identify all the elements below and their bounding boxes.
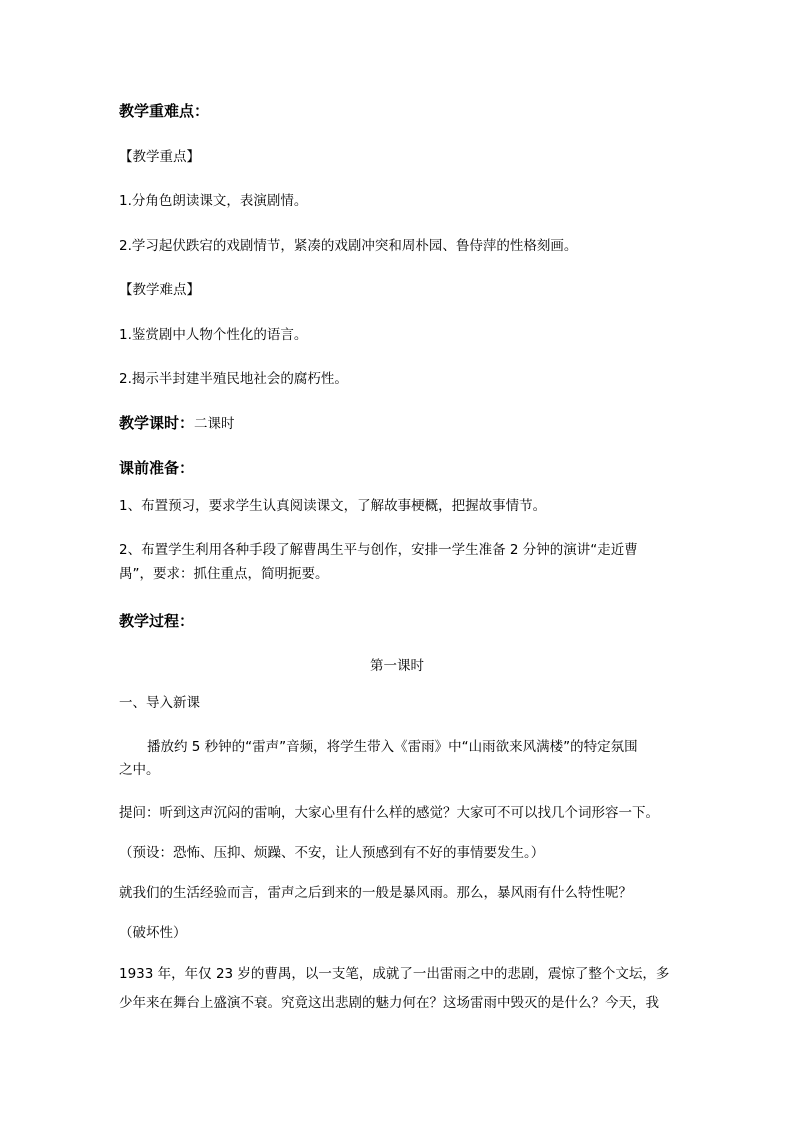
process-heading: 教学过程： — [119, 612, 195, 630]
storm-paragraph: 就我们的生活经验而言，雷声之后到来的一般是暴风雨。那么，暴风雨有什么特性呢？ — [119, 885, 632, 901]
part-1-title: 一、导入新课 — [119, 695, 200, 711]
difficult-point-item-1: 1.鉴赏剧中人物个性化的语言。 — [119, 327, 308, 343]
question-line: 提问：听到这声沉闷的雷响，大家心里有什么样的感觉？大家可不可以找几个词形容一下。 — [119, 805, 659, 821]
class-hours-value: 二课时 — [194, 416, 235, 432]
difficult-point-item-2: 2.揭示半封建半殖民地社会的腐朽性。 — [119, 371, 348, 387]
intro-paragraph-line-2: 之中。 — [119, 762, 160, 778]
key-points-label: 【教学重点】 — [119, 149, 200, 165]
class-hours-line — [119, 413, 679, 434]
preset-answer-line: （预设：恐怖、压抑、烦躁、不安，让人预感到有不好的事情要发生。） — [119, 845, 545, 861]
history-paragraph-line-1: 1933 年，年仅 23 岁的曹禺，以一支笔，成就了一出雷雨之中的悲剧，震惊了整个文坛，多 — [119, 966, 670, 982]
section-heading-key-difficult: 教学重难点： — [119, 102, 210, 120]
preparation-item-2-line-2: 禺”，要求：抓住重点，简明扼要。 — [119, 566, 329, 582]
key-point-item-1: 1.分角色朗读课文，表演剧情。 — [119, 193, 308, 209]
storm-answer: （破坏性） — [119, 925, 187, 941]
preparation-item-1: 1、布置预习，要求学生认真阅读课文，了解故事梗概，把握故事情节。 — [119, 498, 547, 514]
class-hours-label: 教学课时： — [119, 414, 195, 432]
preparation-item-2-line-1: 2、布置学生利用各种手段了解曹禺生平与创作，安排一学生准备 2 分钟的演讲“走近曹 — [119, 542, 638, 558]
history-paragraph-line-2: 少年来在舞台上盛演不衰。究竟这出悲剧的魅力何在？这场雷雨中毁灭的是什么？今天，我 — [119, 995, 659, 1011]
preparation-heading: 课前准备： — [119, 459, 195, 477]
lesson-title: 第一课时 — [370, 658, 424, 674]
intro-paragraph-line-1: 播放约 5 秒钟的“雷声”音频，将学生带入《雷雨》中“山雨欲来风满楼”的特定氛围 — [147, 739, 638, 755]
key-point-item-2: 2.学习起伏跌宕的戏剧情节，紧凑的戏剧冲突和周朴园、鲁侍萍的性格刻画。 — [119, 238, 578, 254]
difficult-points-label: 【教学难点】 — [119, 282, 200, 298]
